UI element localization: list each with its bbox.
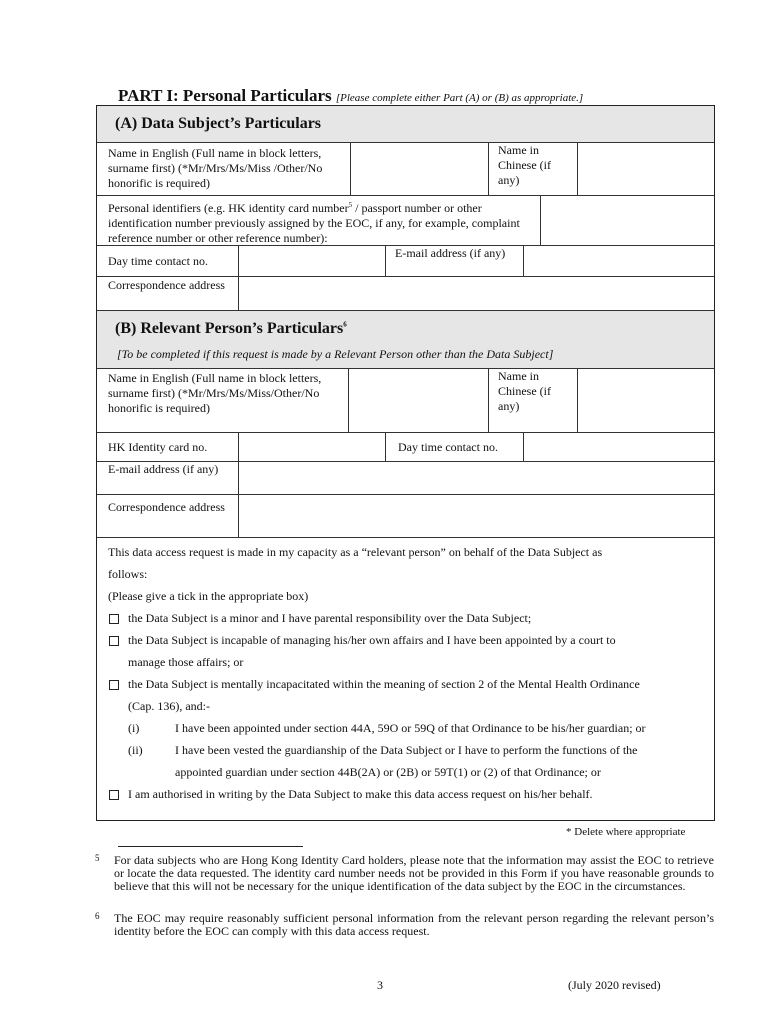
option-authorised: I am authorised in writing by the Data Subject to make this data access request on his/her behalf.: [128, 787, 593, 801]
declaration-instruction: (Please give a tick in the appropriate box): [108, 589, 309, 603]
a-email-label: E-mail address (if any): [395, 246, 506, 260]
revision-date: (July 2020 revised): [568, 978, 661, 992]
option-court-appointed: the Data Subject is incapable of managing his/her own affairs and I have been appointed by a court to: [128, 633, 616, 647]
footnote-6: The EOC may require reasonably sufficient personal information from the relevant person regarding the relevant person’s identity before the EOC can comply with this data access request.: [114, 911, 714, 938]
a-name-chinese-field[interactable]: [578, 143, 714, 195]
a-identifiers-label: Personal identifiers (e.g. HK identity card number$^5$ / passport number or other identification number previously assigned by the EOC, if any, for example, complaint reference number or other reference number):: [108, 201, 520, 245]
b-name-chinese-label: Name in Chinese (if any): [498, 369, 551, 413]
a-email-field[interactable]: [524, 246, 714, 276]
a-daytime-label: Day time contact no.: [108, 254, 208, 268]
checkbox-authorised[interactable]: [109, 790, 119, 800]
a-name-english-label: Name in English (Full name in block letters, surname first) (*Mr/Mrs/Ms/Miss /Other/No honorific is required): [108, 146, 323, 190]
section-a-title: (A) Data Subject’s Particulars: [115, 115, 322, 132]
b-address-label: Correspondence address: [108, 500, 225, 514]
option-mentally-incapacitated-cont: (Cap. 136), and:-: [128, 699, 210, 713]
delete-note: * Delete where appropriate: [566, 826, 686, 838]
a-daytime-field[interactable]: [239, 246, 385, 276]
option-court-appointed-cont: manage those affairs; or: [128, 655, 244, 669]
a-identifiers-field[interactable]: [541, 196, 714, 245]
b-name-english-field[interactable]: [349, 369, 488, 432]
checkbox-court-appointed[interactable]: [109, 636, 119, 646]
declaration-intro: This data access request is made in my capacity as a “relevant person” on behalf of the Data Subject as: [108, 545, 603, 559]
b-daytime-field[interactable]: [524, 433, 714, 461]
section-b-note: [To be completed if this request is made by a Relevant Person other than the Data Subject]: [117, 347, 554, 361]
page-number: 3: [377, 978, 383, 992]
part-note: [Please complete either Part (A) or (B) as appropriate.]: [335, 92, 584, 104]
a-address-label: Correspondence address: [108, 278, 225, 292]
b-name-chinese-field[interactable]: [578, 369, 714, 432]
sub-option-ii-number: (ii): [128, 743, 143, 757]
b-email-field[interactable]: [239, 462, 714, 494]
b-daytime-label: Day time contact no.: [398, 440, 498, 454]
section-b-title: (B) Relevant Person’s Particulars$^6$: [115, 320, 347, 337]
footnote-5-number: 5: [95, 853, 100, 863]
footnote-divider: [118, 846, 303, 847]
a-name-english-field[interactable]: [351, 143, 488, 195]
option-mentally-incapacitated: the Data Subject is mentally incapacitated within the meaning of section 2 of the Mental Health Ordinance: [128, 677, 640, 691]
a-address-field[interactable]: [239, 277, 714, 310]
a-name-chinese-label: Name in Chinese (if any): [498, 143, 551, 187]
declaration-intro-cont: follows:: [108, 567, 148, 581]
sub-option-ii-cont: appointed guardian under section 44B(2A) or (2B) or 59T(1) or (2) of that Ordinance; or: [175, 765, 601, 779]
b-hkid-field[interactable]: [239, 433, 385, 461]
checkbox-minor[interactable]: [109, 614, 119, 624]
sub-option-ii: I have been vested the guardianship of the Data Subject or I have to perform the functions of the: [175, 743, 638, 757]
footnote-6-number: 6: [95, 911, 100, 921]
b-name-english-label: Name in English (Full name in block letters, surname first) (*Mr/Mrs/Ms/Miss/Other/No honorific is required): [108, 371, 322, 415]
footnote-5: For data subjects who are Hong Kong Identity Card holders, please note that the information may assist the EOC to retrieve or locate the data requested. The identity card number needs not be provided in this Form if you have reasonable grounds to believe that this will not be necessary for the unique identification of the data subject by the EOC in the circumstances.: [114, 853, 714, 893]
section-b-header: [97, 311, 714, 368]
part-title: PART I: Personal Particulars: [118, 86, 332, 105]
b-email-label: E-mail address (if any): [108, 462, 219, 476]
b-address-field[interactable]: [239, 495, 714, 537]
section-a-header: [97, 106, 714, 142]
checkbox-mentally-incapacitated[interactable]: [109, 680, 119, 690]
part-heading: [118, 86, 583, 106]
b-hkid-label: HK Identity card no.: [108, 440, 208, 454]
option-minor: the Data Subject is a minor and I have parental responsibility over the Data Subject;: [128, 611, 532, 625]
sub-option-i: I have been appointed under section 44A, 59O or 59Q of that Ordinance to be his/her guardian; or: [175, 721, 646, 735]
sub-option-i-number: (i): [128, 721, 140, 735]
